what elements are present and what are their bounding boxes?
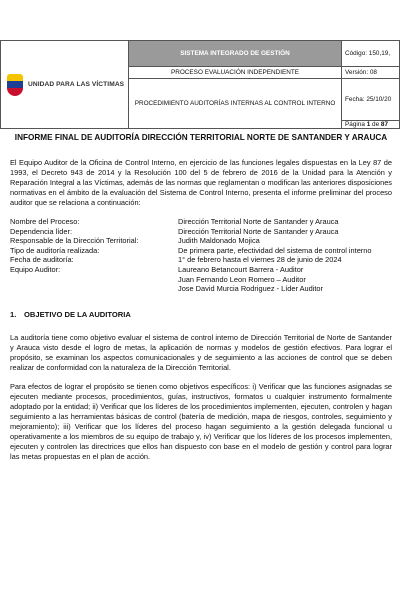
doc-version: Versión: 08 xyxy=(342,67,400,79)
info-row xyxy=(10,265,392,275)
doc-date: Fecha: 25/10/20 xyxy=(342,79,400,121)
header-table xyxy=(0,40,400,129)
section-heading xyxy=(10,310,392,319)
info-label xyxy=(10,284,178,294)
logo-cell xyxy=(1,41,129,129)
info-value: Laureano Betancourt Barrera - Auditor xyxy=(178,264,304,274)
info-label: Tipo de auditoría realizada: xyxy=(10,245,100,255)
info-value: De primera parte, efectividad del sistema de control interno xyxy=(178,245,372,255)
entity-logo xyxy=(7,74,128,96)
page-title: INFORME FINAL DE AUDITORÍA DIRECCIÓN TERRITORIAL NORTE DE SANTANDER Y ARAUCA xyxy=(14,133,388,142)
page-current: 1 xyxy=(366,121,371,128)
info-row xyxy=(10,255,392,265)
page-total: 87 xyxy=(380,121,389,128)
document-header xyxy=(0,40,400,130)
info-label: Dependencia líder: xyxy=(10,226,73,236)
info-row xyxy=(10,246,392,256)
system-name: SISTEMA INTEGRADO DE GESTIÓN xyxy=(129,41,342,67)
objective-paragraph: La auditoría tiene como objetivo evaluar el sistema de control interno de Dirección Territorial de Norte de Santander y Arauca visto desde el logro de metas, la aplicación de normas y modelos de gestión efectivos. Para lograr el propósito, se examinan los aspectos comunicacionales y de seguimiento a las acciones de control que se deben realizar de conformidad con la naturaleza de la Dirección Territorial. xyxy=(10,332,392,372)
page-number xyxy=(342,121,400,129)
info-row xyxy=(10,275,392,285)
audit-info-table xyxy=(10,217,392,294)
info-row xyxy=(10,217,392,227)
info-value: Juan Fernando Leon Romero – Auditor xyxy=(178,274,306,284)
info-value: Dirección Territorial Norte de Santander y Arauca xyxy=(178,226,339,236)
info-row xyxy=(10,236,392,246)
doc-code: Código: 150,19, xyxy=(342,41,400,67)
info-row xyxy=(10,227,392,237)
process-name: PROCESO EVALUACIÓN INDEPENDIENTE xyxy=(129,67,342,79)
info-value: Dirección Territorial Norte de Santander y Arauca xyxy=(178,217,339,226)
specific-objectives-paragraph: Para efectos de lograr el propósito se tienen como objetivos específicos: i) Verificar que las funciones asignadas se ejecuten mediante procesos, procedimientos, guías, instructivos, formatos u cualquier instrumento formalmente adoptado por la entidad; ii) Verificar que los líderes de los procedimientos implementen, ejecuten, controlen y hagan seguimiento a las herramientas básicas de control (batería de medición, mapa de riesgos, controles, seguimiento y mejoramiento); iii) Verificar que los líderes del proceso hagan seguimiento a la gestión delegada funcional u operativamente a los miembros de su equipo de trabajo y, iv) Verificar que los líderes de los procesos implementen, ejecuten y controlen las directrices que ellos han dispuesto con base en el modelo de gestión y control para lograr las metas propuestas en el plan de acción. xyxy=(10,381,392,461)
info-label: Responsable de la Dirección Territorial: xyxy=(10,236,139,246)
entity-name: UNIDAD PARA LAS VÍCTIMAS xyxy=(28,81,125,88)
procedure-name: PROCEDIMIENTO AUDITORÍAS INTERNAS AL CONTROL INTERNO xyxy=(129,79,342,129)
info-value: Jose David Murcia Rodriguez - Líder Auditor xyxy=(178,284,324,294)
info-label xyxy=(10,275,178,285)
info-label: Nombre del Proceso: xyxy=(10,217,80,226)
intro-paragraph: El Equipo Auditor de la Oficina de Control Interno, en ejercicio de las funciones legales dispuestas en la Ley 87 de 1993, el Decreto 943 de 2014 y la Resolución 100 del 5 de febrero de 2016 de la Unidad para la Atención y Reparación Integral a las Víctimas, además de las normas que reglamentan o modifican las anteriores disposiciones normativas en el ámbito de la evaluación del Sistema de Control Interno, presenta el informe preliminar del proceso auditor que se relaciona a continuación: xyxy=(10,158,392,207)
page-of: de xyxy=(372,121,380,128)
info-value: 1° de febrero hasta el viernes 28 de junio de 2024 xyxy=(178,255,342,265)
info-label: Equipo Auditor: xyxy=(10,264,61,274)
page-label: Página xyxy=(345,121,365,128)
document-body xyxy=(10,132,392,471)
coat-of-arms-icon xyxy=(7,74,23,96)
info-value: Judith Maldonado Mojica xyxy=(178,236,260,246)
info-row xyxy=(10,284,392,294)
section-number: 1. xyxy=(10,309,17,319)
info-label: Fecha de auditoría: xyxy=(10,255,74,265)
section-title: OBJETIVO DE LA AUDITORIA xyxy=(24,309,131,319)
